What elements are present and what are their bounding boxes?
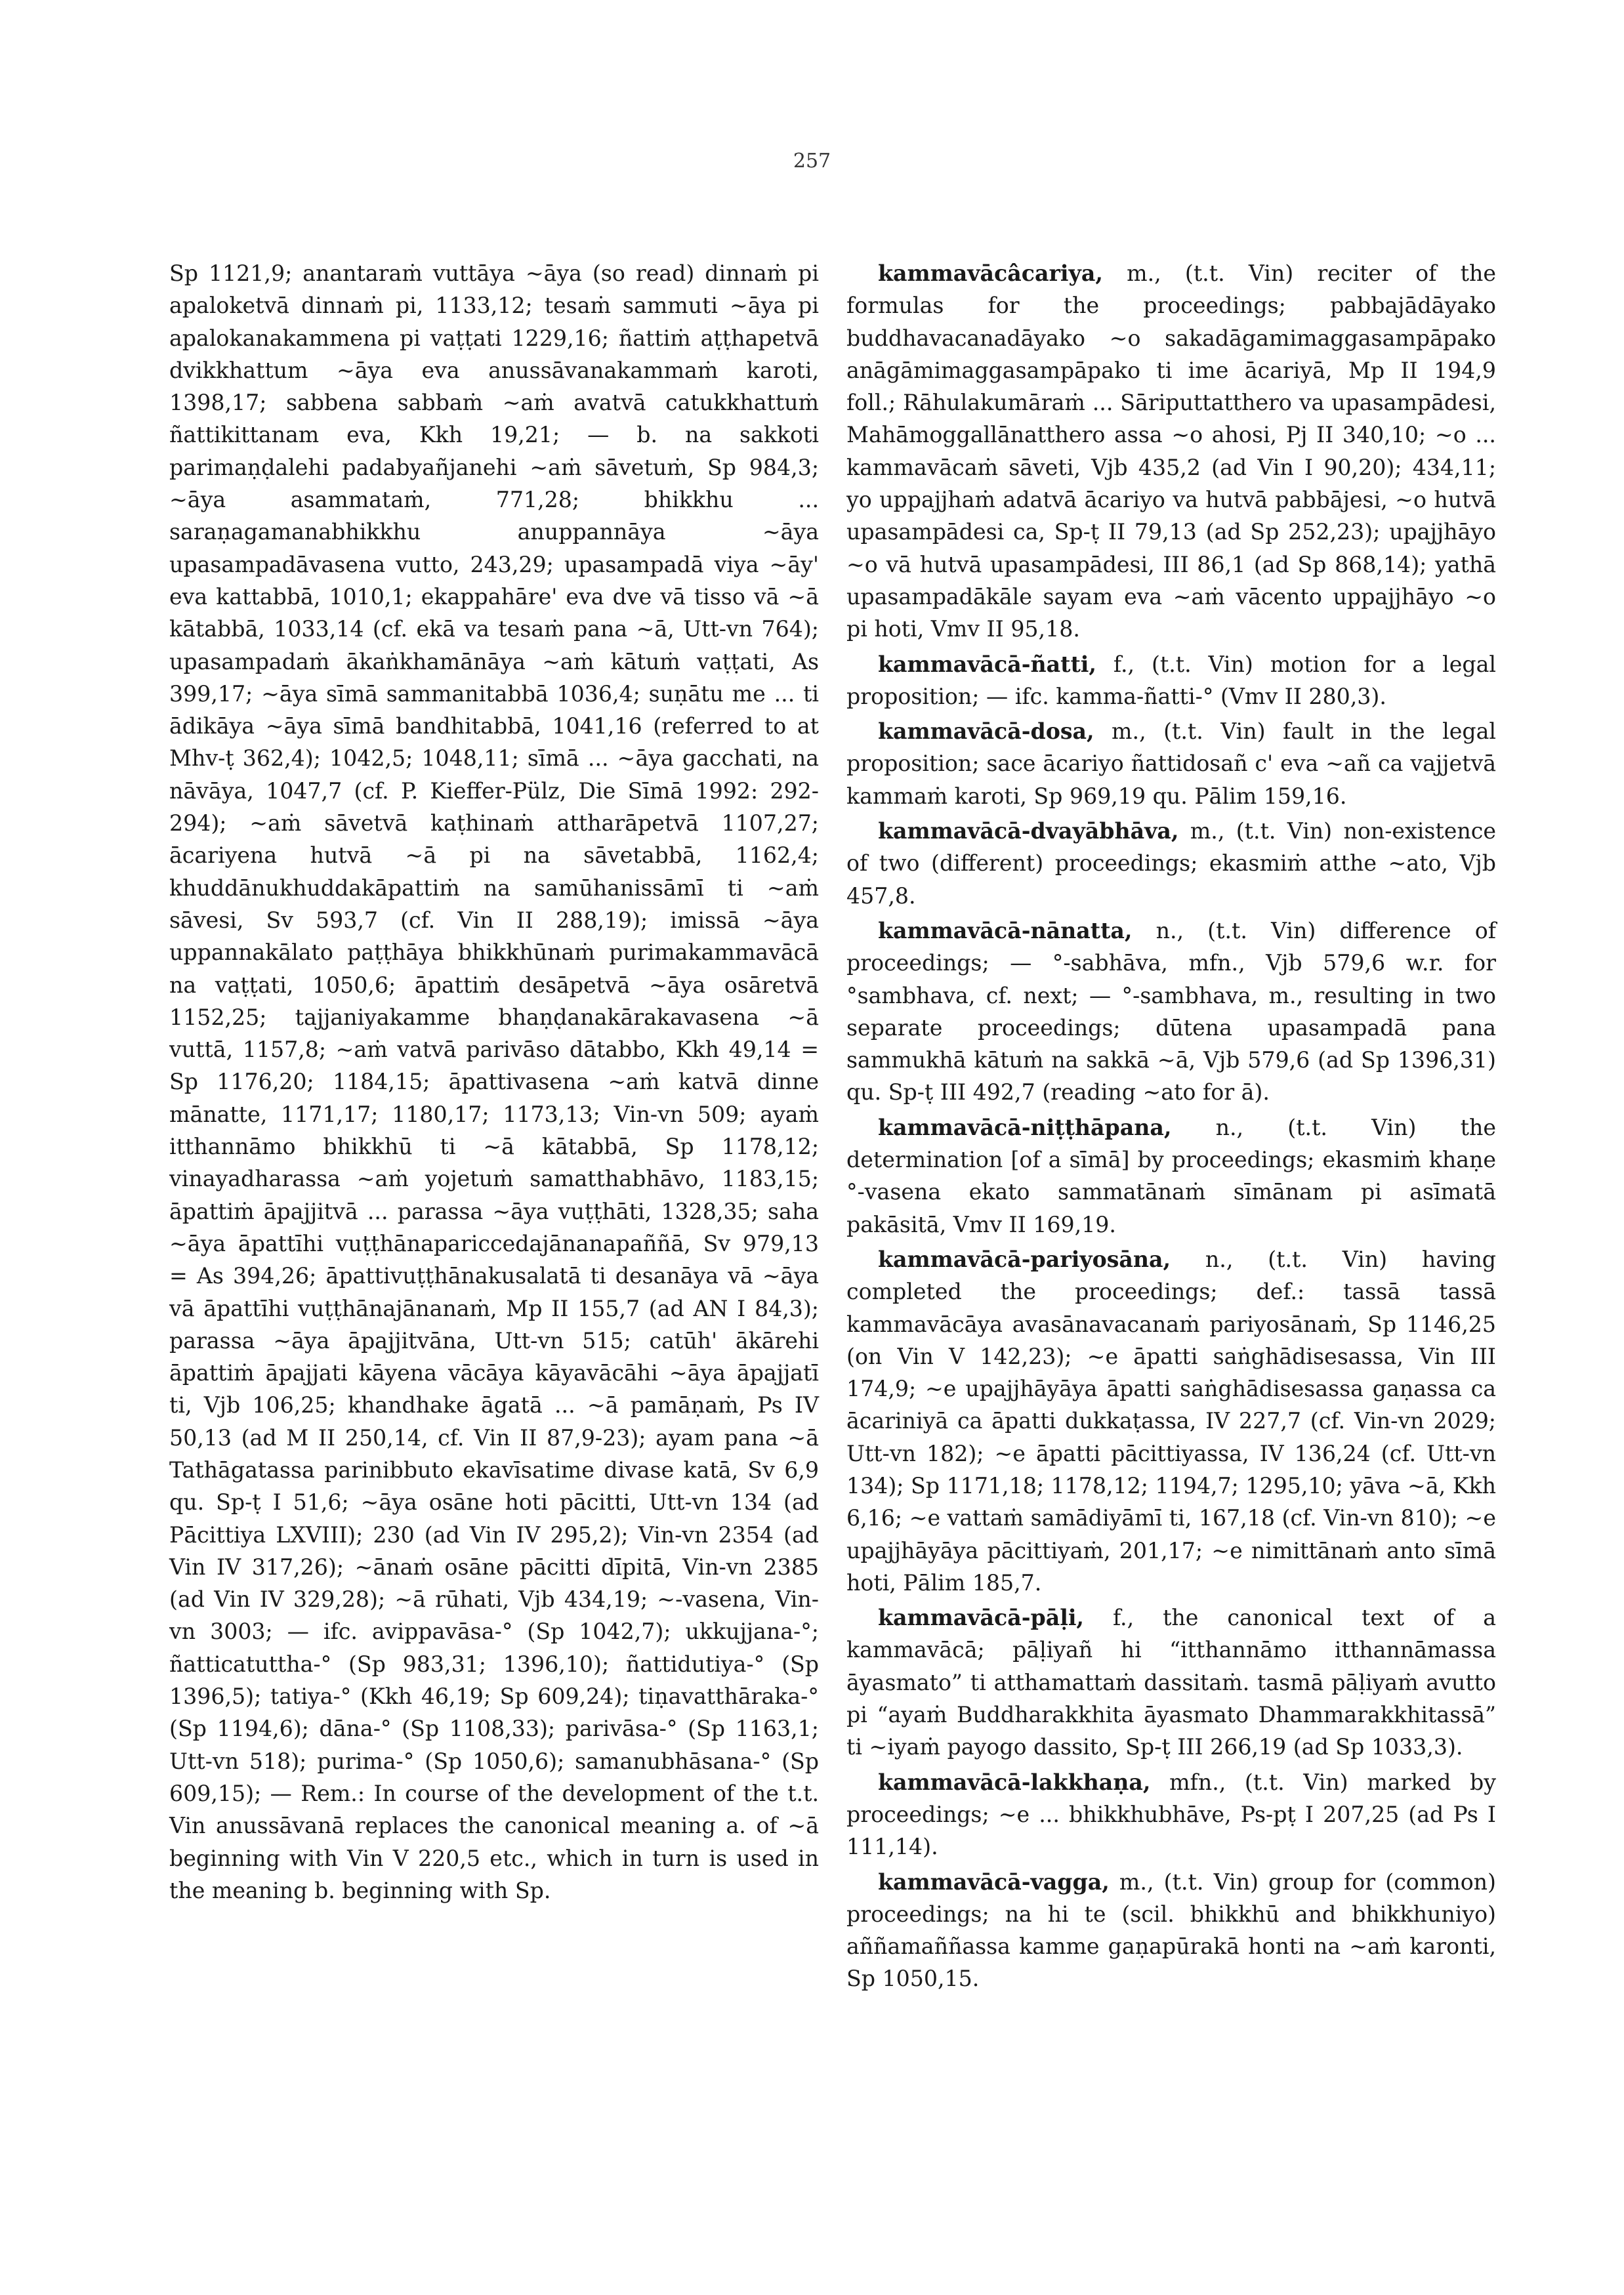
entry-body: n., (t.t. Vin) difference of proceedings; — °-sabhāva, mfn., Vjb 579,6 w.r. for °sambhava, cf. next; — °-sambhava, m., resulting in two separate proceedings; dūtena upasampadā pana sammukhā kātuṁ na sakkā ~ā, Vjb 579,6 (ad Sp 1396,31) qu. Sp-ṭ III 492,7 (reading ~ato for ā). <box>846 917 1496 1106</box>
entry-headword: kammavācā-lakkhaṇa, <box>878 1769 1151 1795</box>
entry-headword: kammavācā-dvayābhāva, <box>878 818 1179 844</box>
left-column <box>169 257 819 1909</box>
dictionary-entry <box>846 815 1496 912</box>
dictionary-entry <box>846 1866 1496 1995</box>
entry-body: m., (t.t. Vin) non-existence of two (different) proceedings; ekasmiṁ atthe ~ato, Vjb 457,8. <box>846 818 1496 909</box>
right-column <box>846 257 1496 1998</box>
entry-body: n., (t.t. Vin) the determination [of a sīmā] by proceedings; ekasmiṁ khaṇe °-vasena ekato sammatānaṁ sīmānam pi asīmatā pakāsitā, Vmv II 169,19. <box>846 1114 1496 1237</box>
entry-headword: kammavācā-pariyosāna, <box>878 1246 1171 1272</box>
continuation-paragraph: Sp 1121,9; anantaraṁ vuttāya ~āya (so read) dinnaṁ pi apaloketvā dinnaṁ pi, 1133,12; tesaṁ sammuti ~āya pi apalokanakammena pi vaṭṭati 1229,16; ñattiṁ aṭṭhapetvā dvikkhattum ~āya eva anussāvanakammaṁ karoti, 1398,17; sabbena sabbaṁ ~aṁ avatvā catukkhattuṁ ñattikittanam eva, Kkh 19,21; — b. na sakkoti parimaṇḍalehi padabyañjanehi ~aṁ sāvetuṁ, Sp 984,3; ~āya asammataṁ, 771,28; bhikkhu ... saraṇagamanabhikkhu anuppannāya ~āya upasampadāvasena vutto, 243,29; upasampadā viya ~āy' eva kattabbā, 1010,1; ekappahāre' eva dve vā tisso vā ~ā kātabbā, 1033,14 (cf. ekā va tesaṁ pana ~ā, Utt-vn 764); upasampadaṁ ākaṅkhamānāya ~aṁ kātuṁ vaṭṭati, As 399,17; ~āya sīmā sammanitabbā 1036,4; suṇātu me ... ti ādikāya ~āya sīmā bandhitabbā, 1041,16 (referred to at Mhv-ṭ 362,4); 1042,5; 1048,11; sīmā ... ~āya gacchati, na nāvāya, 1047,7 (cf. P. Kieffer-Pülz, Die Sīmā 1992: 292-294); ~aṁ sāvetvā kaṭhinaṁ attharāpetvā 1107,27; ācariyena hutvā ~ā pi na sāvetabbā, 1162,4; khuddānukhuddakāpattiṁ na samūhanissāmī ti ~aṁ sāvesi, Sv 593,7 (cf. Vin II 288,19); imissā ~āya uppannakālato paṭṭhāya bhikkhūnaṁ purimakammavācā na vaṭṭati, 1050,6; āpattiṁ desāpetvā ~āya osāretvā 1152,25; tajjaniyakamme bhaṇḍanakārakavasena ~ā vuttā, 1157,8; ~aṁ vatvā parivāso dātabbo, Kkh 49,14 = Sp 1176,20; 1184,15; āpattivasena ~aṁ katvā dinne mānatte, 1171,17; 1180,17; 1173,13; Vin-vn 509; ayaṁ itthannāmo bhikkhū ti ~ā kātabbā, Sp 1178,12; vinayadharassa ~aṁ yojetuṁ samatthabhāvo, 1183,15; āpattiṁ āpajjitvā ... parassa ~āya vuṭṭhāti, 1328,35; saha ~āya āpattīhi vuṭṭhānapariccedajānanapaññā, Sv 979,13 = As 394,26; āpattivuṭṭhānakusalatā ti desanāya vā ~āya vā āpattīhi vuṭṭhānajānanaṁ, Mp II 155,7 (ad AN I 84,3); parassa ~āya āpajjitvāna, Utt-vn 515; catūh' ākārehi āpattiṁ āpajjati kāyena vācāya kāyavācāhi ~āya āpajjatī ti, Vjb 106,25; khandhake āgatā ... ~ā pamāṇaṁ, Ps IV 50,13 (ad M II 250,14, cf. Vin II 87,9-23); ayam pana ~ā Tathāgatassa parinibbuto ekavīsatime divase katā, Sv 6,9 qu. Sp-ṭ I 51,6; ~āya osāne hoti pācitti, Utt-vn 134 (ad Pācittiya LXVIII); 230 (ad Vin IV 295,2); Vin-vn 2354 (ad Vin IV 317,26); ~ānaṁ osāne pācitti dīpitā, Vin-vn 2385 (ad Vin IV 329,28); ~ā rūhati, Vjb 434,19; ~-vasena, Vin-vn 3003; — ifc. avippavāsa-° (Sp 1042,7); ukkujjana-°; ñatticatuttha-° (Sp 983,31; 1396,10); ñattidutiya-° (Sp 1396,5); tatiya-° (Kkh 46,19; Sp 609,24); tiṇavatthāraka-° (Sp 1194,6); dāna-° (Sp 1108,33); parivāsa-° (Sp 1163,1; Utt-vn 518); purima-° (Sp 1050,6); samanubhāsana-° (Sp 609,15); — Rem.: In course of the development of the t.t. Vin anussāvanā replaces the canonical meaning a. of ~ā beginning with Vin V 220,5 etc., which in turn is used in the meaning b. beginning with Sp. <box>169 260 819 1903</box>
entry-headword: kammavācā-pāḷi, <box>878 1605 1084 1631</box>
entry-body: f., (t.t. Vin) motion for a legal proposition; — ifc. kamma-ñatti-° (Vmv II 280,3). <box>846 651 1496 709</box>
entry-body: f., the canonical text of a kammavācā; pāḷiyañ hi “itthannāmo itthannāmassa āyasmato” ti atthamattaṁ dassitaṁ. tasmā pāḷiyaṁ avutto pi “ayaṁ Buddharakkhita āyasmato Dhammarakkhitassā” ti ~iyaṁ payogo dassito, Sp-ṭ III 266,19 (ad Sp 1033,3). <box>846 1605 1496 1760</box>
entry-headword: kammavācā-ñatti, <box>878 651 1096 677</box>
entry-body: n., (t.t. Vin) having completed the proceedings; def.: tassā tassā kammavācāya avasānavacanaṁ pariyosānaṁ, Sp 1146,25 (on Vin V 142,23); ~e āpatti saṅghādisesassa, Vin III 174,9; ~e upajjhāyāya āpatti saṅghādisesassa gaṇassa ca ācariniyā ca āpatti dukkaṭassa, IV 227,7 (cf. Vin-vn 2029; Utt-vn 182); ~e āpatti pācittiyassa, IV 136,24 (cf. Utt-vn 134); Sp 1171,18; 1178,12; 1194,7; 1295,10; yāva ~ā, Kkh 6,16; ~e vattaṁ samādiyāmī ti, 167,18 (cf. Vin-vn 810); ~e upajjhāyāya pācittiyaṁ, 201,17; ~e nimittānaṁ anto sīmā hoti, Pālim 185,7. <box>846 1246 1496 1596</box>
dictionary-entry <box>846 257 1496 646</box>
entry-headword: kammavācâcariya, <box>878 260 1103 286</box>
entry-body: mfn., (t.t. Vin) marked by proceedings; ~e ... bhikkhubhāve, Ps-pṭ I 207,25 (ad Ps I 111,14). <box>846 1769 1496 1860</box>
entry-body: m., (t.t. Vin) group for (common) proceedings; na hi te (scil. bhikkhū and bhikkhuniyo) aññamaññassa kamme gaṇapūrakā honti na ~aṁ karonti, Sp 1050,15. <box>846 1869 1496 1992</box>
entry-headword: kammavācā-niṭṭhāpana, <box>878 1114 1172 1140</box>
dictionary-entry <box>846 1111 1496 1241</box>
dictionary-entry <box>846 1766 1496 1863</box>
dictionary-entry <box>846 915 1496 1109</box>
page-number: 257 <box>793 150 831 173</box>
dictionary-entry <box>846 648 1496 713</box>
dictionary-entry <box>846 715 1496 812</box>
entry-headword: kammavācā-nānatta, <box>878 917 1133 943</box>
dictionary-entry <box>846 1243 1496 1599</box>
entry-headword: kammavācā-dosa, <box>878 718 1094 745</box>
entry-headword: kammavācā-vagga, <box>878 1869 1110 1895</box>
dictionary-entry <box>846 1602 1496 1763</box>
entry-body: m., (t.t. Vin) reciter of the formulas for the proceedings; pabbajādāyako buddhavacanadāyako ~o sakadāgamimaggasampāpako anāgāmimaggasampāpako ti ime ācariyā, Mp II 194,9 foll.; Rāhulakumāraṁ ... Sāriputtatthero va upasampādesi, Mahāmoggallānatthero assa ~o ahosi, Pj II 340,10; ~o ... kammavācaṁ sāveti, Vjb 435,2 (ad Vin I 90,20); 434,11; yo uppajjhaṁ adatvā ācariyo va hutvā pabbājesi, ~o hutvā upasampādesi ca, Sp-ṭ II 79,13 (ad Sp 252,23); upajjhāyo ~o vā hutvā upasampādesi, III 86,1 (ad Sp 868,14); yathā upasampadākāle sayam eva ~aṁ vācento uppajjhāyo ~o pi hoti, Vmv II 95,18. <box>846 260 1496 642</box>
entry-body: m., (t.t. Vin) fault in the legal proposition; sace ācariyo ñattidosañ c' eva ~añ ca vajjetvā kammaṁ karoti, Sp 969,19 qu. Pālim 159,16. <box>846 718 1496 809</box>
